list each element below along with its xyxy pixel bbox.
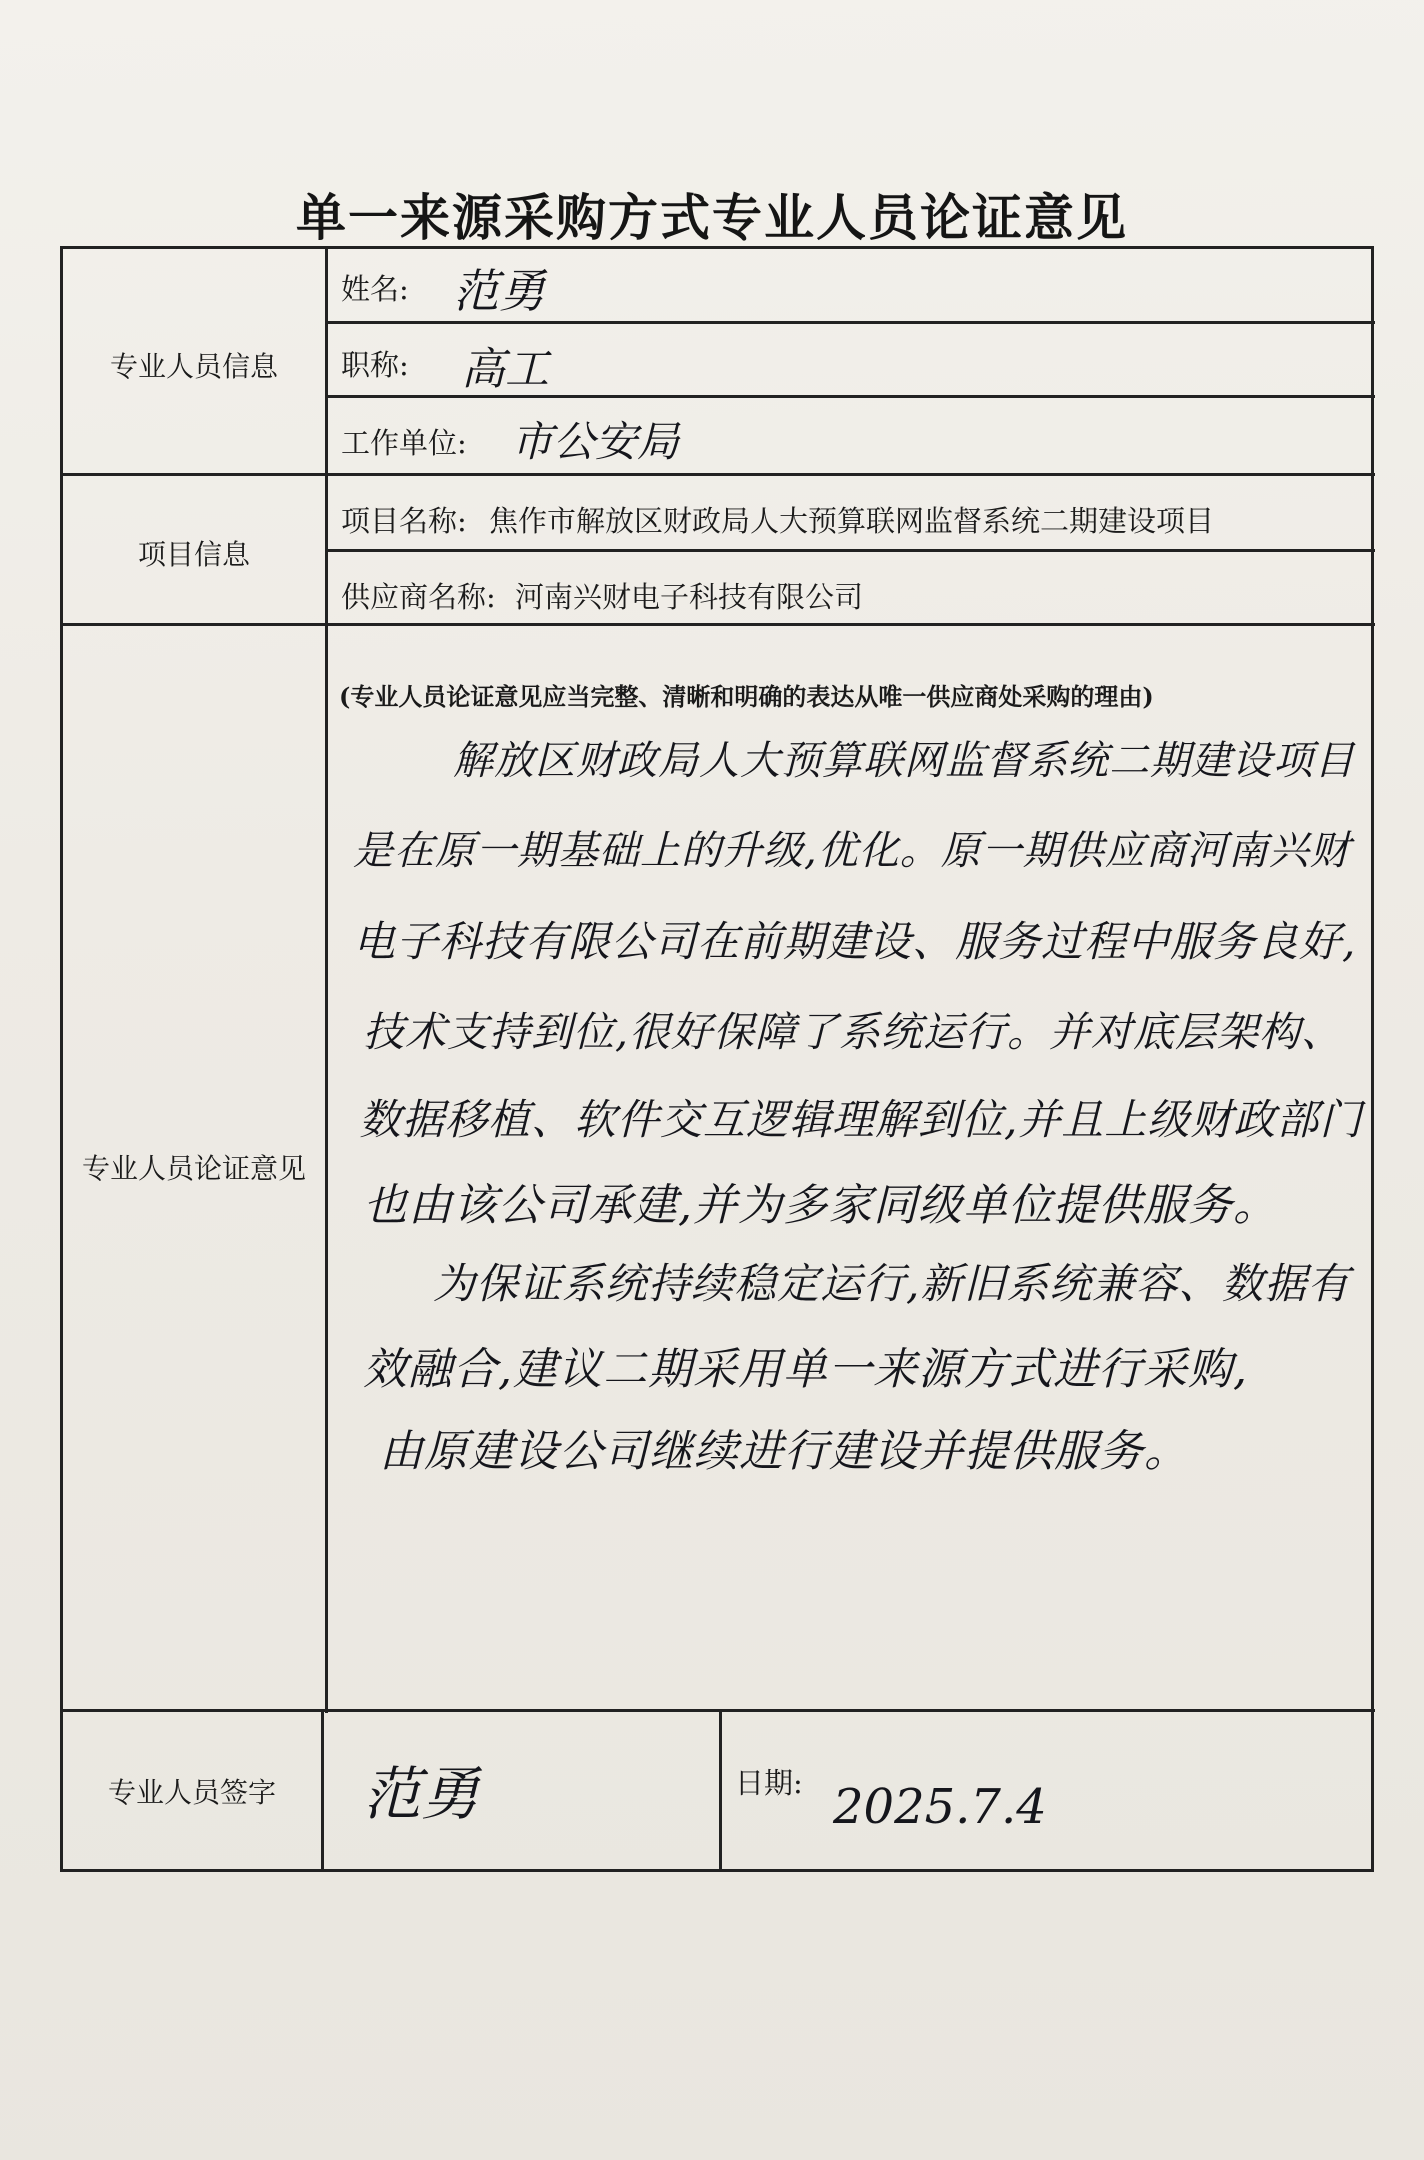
- title-label: 职称:: [341, 348, 409, 382]
- supplier-name-label: 供应商名称:: [341, 580, 496, 614]
- signature-value: 范勇: [363, 1760, 480, 1828]
- signature-column-divider-left: [321, 1709, 324, 1869]
- signature-column-divider-right: [719, 1709, 722, 1869]
- title-value: 高工: [461, 344, 549, 395]
- section-divider-personnel: [63, 473, 1375, 476]
- supplier-name-value: 河南兴财电子科技有限公司: [515, 580, 864, 614]
- project-info-label: 项目信息: [137, 538, 250, 571]
- opinion-line-1: 解放区财政局人大预算联网监督系统二期建设项目: [453, 738, 1355, 784]
- opinion-line-4: 技术支持到位,很好保障了系统运行。并对底层架构、: [363, 1008, 1344, 1056]
- personnel-info-label: 专业人员信息: [109, 350, 278, 383]
- document-title: 单一来源采购方式专业人员论证意见: [296, 188, 1128, 247]
- opinion-line-8: 效融合,建议二期采用单一来源方式进行采购,: [363, 1344, 1248, 1395]
- opinion-instruction: (专业人员论证意见应当完整、清晰和明确的表达从唯一供应商处采购的理由): [339, 682, 1154, 711]
- project-name-label: 项目名称:: [341, 504, 467, 538]
- name-label: 姓名:: [341, 272, 409, 306]
- opinion-line-5: 数据移植、软件交互逻辑理解到位,并且上级财政部门: [359, 1095, 1363, 1144]
- opinion-line-9: 由原建设公司继续进行建设并提供服务。: [379, 1426, 1189, 1477]
- signature-label: 专业人员签字: [107, 1776, 276, 1809]
- date-label: 日期:: [735, 1766, 803, 1800]
- name-value: 范勇: [453, 264, 545, 318]
- date-value: 2025.7.4: [833, 1779, 1047, 1835]
- opinion-line-6: 也由该公司承建,并为多家同级单位提供服务。: [363, 1180, 1278, 1231]
- employer-label: 工作单位:: [341, 426, 467, 460]
- opinion-line-3: 电子科技有限公司在前期建设、服务过程中服务良好,: [353, 917, 1357, 966]
- project-name-value: 焦作市解放区财政局人大预算联网监督系统二期建设项目: [489, 504, 1215, 538]
- section-divider-opinion: [63, 1709, 1375, 1712]
- employer-value: 市公安局: [511, 417, 680, 466]
- section-divider-project: [63, 623, 1375, 626]
- opinion-line-7: 为保证系统持续稳定运行,新旧系统兼容、数据有: [433, 1259, 1351, 1308]
- row-divider-project: [325, 549, 1375, 552]
- row-divider-name: [325, 321, 1375, 324]
- opinion-line-2: 是在原一期基础上的升级,优化。原一期供应商河南兴财: [353, 828, 1351, 874]
- opinion-label: 专业人员论证意见: [81, 1152, 306, 1185]
- column-divider: [325, 249, 328, 1713]
- form-table: [60, 246, 1374, 1872]
